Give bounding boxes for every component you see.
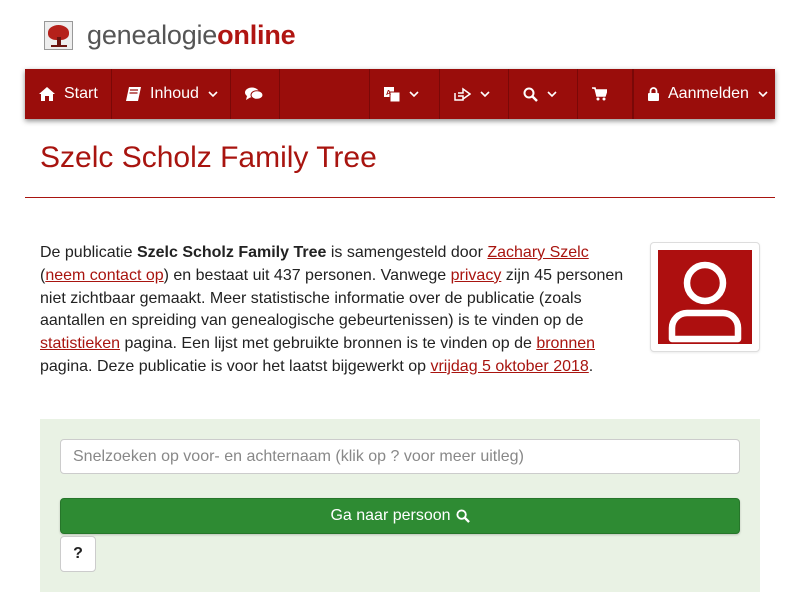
nav-language[interactable]	[370, 69, 440, 119]
sources-link[interactable]: bronnen	[536, 335, 596, 353]
nav-search[interactable]	[509, 69, 578, 119]
language-icon	[384, 87, 400, 102]
search-icon	[456, 509, 470, 523]
nav-start-label: Start	[64, 85, 98, 102]
site-logo[interactable]	[44, 20, 295, 50]
intro-text: .	[588, 357, 594, 375]
site-name: genealogieonline	[87, 20, 296, 50]
comments-icon	[245, 87, 263, 101]
publication-description	[40, 242, 630, 379]
main-navbar	[25, 69, 775, 119]
title-divider	[25, 197, 775, 198]
go-to-person-label: Ga naar persoon	[330, 507, 451, 524]
nav-aanmelden[interactable]	[633, 69, 765, 119]
intro-text: ) en bestaat uit 437 personen. Vanwege	[163, 266, 451, 284]
intro-text: De publicatie	[40, 244, 137, 261]
page-title: Szelc Scholz Family Tree	[40, 141, 377, 174]
quick-search-panel	[40, 419, 760, 592]
chevron-down-icon	[409, 91, 419, 98]
intro-text: zijn 45 personen niet zichtbaar gemaakt. Meer statistische informatie over de publicatie (zoals aantallen en spreiding van genealogische gebeurtenissen) is te vinden op de	[40, 266, 624, 330]
nav-share[interactable]	[440, 69, 509, 119]
svg-text:A: A	[386, 89, 392, 97]
avatar	[658, 250, 752, 344]
share-icon	[454, 87, 471, 101]
chevron-down-icon	[758, 91, 768, 98]
chevron-down-icon	[547, 91, 557, 98]
intro-text: pagina. Deze publicatie is voor het laatst bijgewerkt op	[40, 357, 431, 375]
nav-spacer	[280, 69, 370, 119]
nav-start[interactable]	[25, 69, 112, 119]
home-icon	[39, 87, 55, 101]
user-silhouette-icon	[658, 250, 752, 344]
intro-text: is samengesteld door	[326, 244, 488, 261]
nav-inhoud[interactable]	[112, 69, 231, 119]
chevron-down-icon	[480, 91, 490, 98]
nav-forum[interactable]	[231, 69, 280, 119]
tree-logo-icon	[44, 21, 73, 50]
book-icon	[126, 87, 141, 101]
nav-aanmelden-label: Aanmelden	[668, 85, 749, 102]
chevron-down-icon	[208, 91, 218, 98]
last-updated-link[interactable]: vrijdag 5 oktober 2018	[430, 357, 589, 375]
quick-search-input[interactable]	[60, 439, 740, 474]
privacy-link[interactable]: privacy	[450, 266, 502, 284]
publication-name: Szelc Scholz Family Tree	[136, 244, 327, 261]
statistics-link[interactable]: statistieken	[40, 335, 121, 353]
go-to-person-button[interactable]	[60, 498, 740, 534]
search-help-button[interactable]: ?	[60, 536, 96, 572]
author-avatar-frame	[650, 242, 760, 352]
intro-text: (	[40, 266, 46, 284]
author-link[interactable]: Zachary Szelc	[487, 244, 589, 261]
cart-icon	[592, 87, 607, 101]
nav-inhoud-label: Inhoud	[150, 85, 199, 102]
nav-cart[interactable]	[578, 69, 633, 119]
lock-icon	[648, 87, 659, 101]
intro-text: pagina. Een lijst met gebruikte bronnen is te vinden op de	[120, 335, 537, 353]
search-icon	[523, 87, 538, 102]
contact-link[interactable]: neem contact op	[45, 266, 164, 284]
